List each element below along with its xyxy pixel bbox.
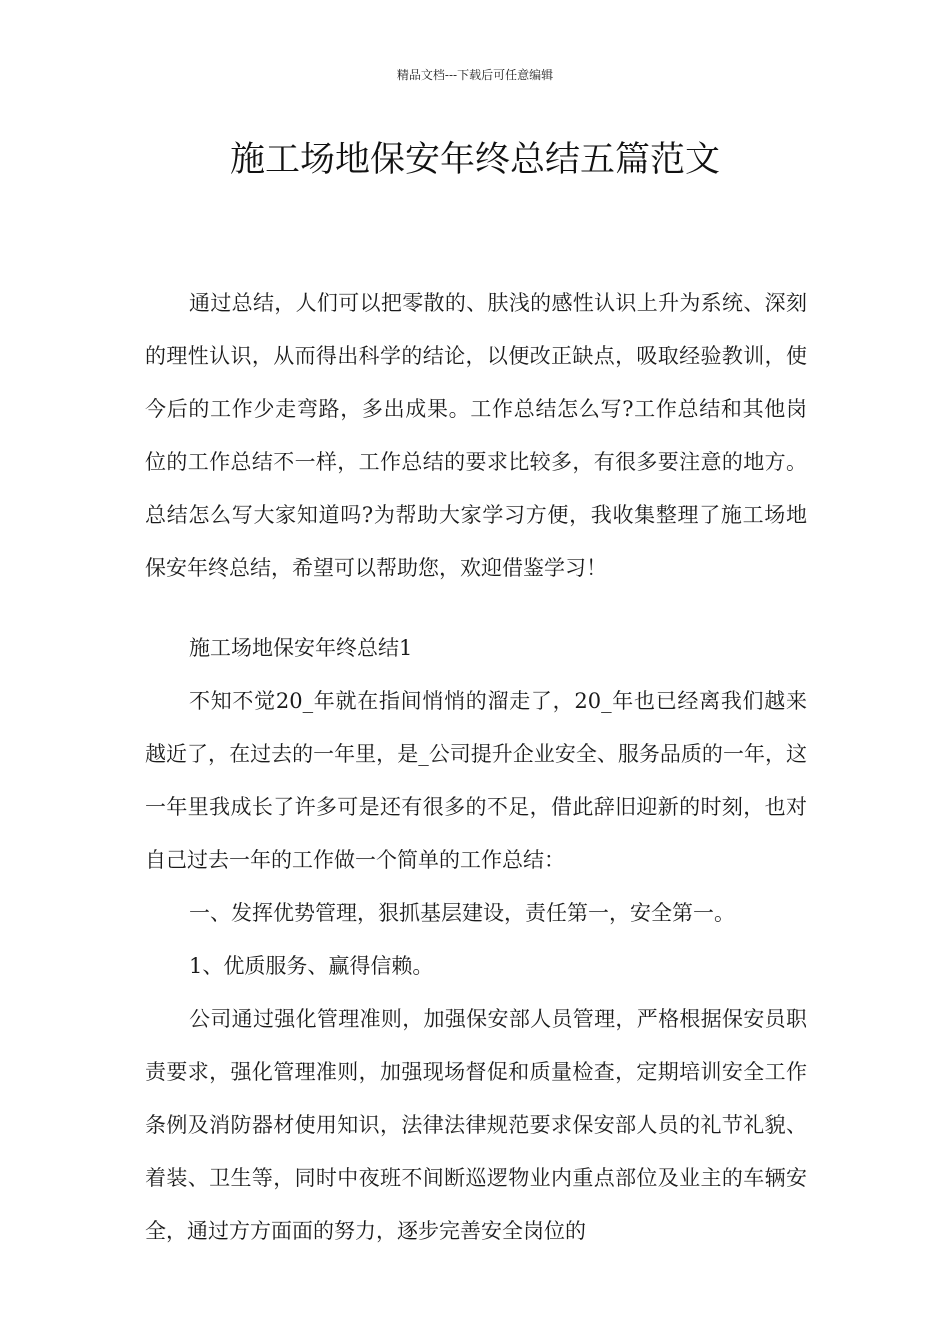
- intro-paragraph: 通过总结，人们可以把零散的、肤浅的感性认识上升为系统、深刻的理性认识，从而得出科学的结论，以便改正缺点，吸取经验教训，使今后的工作少走弯路，多出成果。工作总结怎么写?工作总结和其他岗位的工作总结不一样，工作总结的要求比较多，有很多要注意的地方。总结怎么写大家知道吗?为帮助大家学习方便，我收集整理了施工场地保安年终总结，希望可以帮助您，欢迎借鉴学习！: [145, 291, 807, 580]
- body-paragraph: 公司通过强化管理准则，加强保安部人员管理，严格根据保安员职责要求，强化管理准则，加强现场督促和质量检查，定期培训安全工作条例及消防器材使用知识，法律法律规范要求保安部人员的礼节礼貌、着装、卫生等，同时中夜班不间断巡逻物业内重点部位及业主的车辆安全，通过方方面面的努力，逐步完善安全岗位的: [145, 1007, 807, 1243]
- body-paragraph: 一、发挥优势管理，狠抓基层建设，责任第一，安全第一。: [189, 901, 735, 925]
- document-title: 施工场地保安年终总结五篇范文: [229, 140, 720, 180]
- page-header: 精品文档---下载后可任意编辑: [396, 68, 554, 82]
- section-1: [145, 622, 807, 1258]
- body-paragraph: 1、优质服务、赢得信赖。: [189, 954, 434, 978]
- section-heading: 施工场地保安年终总结1: [189, 636, 413, 660]
- body-paragraph: 不知不觉20_年就在指间悄悄的溜走了，20_年也已经离我们越来越近了，在过去的一年里，是_公司提升企业安全、服务品质的一年，这一年里我成长了许多可是还有很多的不足，借此辞旧迎新的时刻，也对自己过去一年的工作做一个简单的工作总结：: [145, 689, 807, 872]
- intro-block: [145, 277, 807, 595]
